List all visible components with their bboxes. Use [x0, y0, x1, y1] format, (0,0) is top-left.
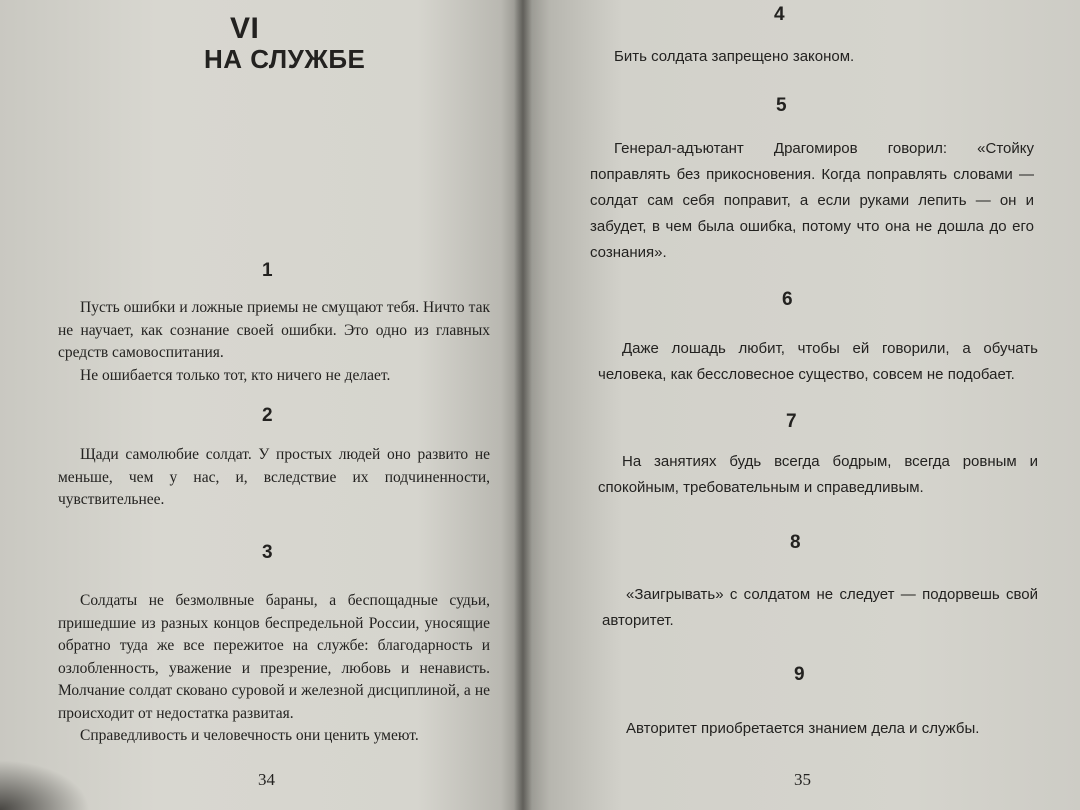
paragraph: «Заигрывать» с солдатом не следует — подорвешь свой авторитет.: [602, 586, 1038, 629]
paragraph: Генерал-адъютант Драгомиров говорил: «Стойку поправлять без прикосновения. Когда поправлять словами — солдат сам себя поправит, а если руками лепить — он и забудет, в чем была ошибка, потому что она не дошла до его сознания».: [590, 140, 1034, 261]
section-number: 8: [790, 532, 801, 553]
section-text: [590, 136, 1034, 266]
book-gutter: [514, 0, 532, 810]
section-number: 5: [776, 95, 787, 116]
section-number: 1: [262, 260, 273, 281]
section-text: [58, 297, 490, 387]
section-number: 4: [774, 4, 785, 25]
section-number: 3: [262, 542, 273, 563]
left-page: [0, 0, 522, 810]
section-text: [58, 590, 490, 748]
section-text: [590, 44, 1030, 70]
section-text: [602, 716, 1042, 742]
page-number: 34: [258, 770, 275, 789]
section-text: [598, 449, 1038, 501]
paragraph: Даже лошадь любит, чтобы ей говорили, а обучать человека, как бессловесное существо, совсем не подобает.: [598, 340, 1038, 383]
chapter-number: VI: [230, 12, 260, 45]
paragraph: Справедливость и человечность они ценить умеют.: [80, 727, 419, 744]
shadow: [0, 760, 90, 810]
section-text: [602, 582, 1038, 634]
section-number: 7: [786, 411, 797, 432]
paragraph: Пусть ошибки и ложные приемы не смущают тебя. Ничто так не научает, как сознание своей ошибки. Это одно из главных средств самовоспитания.: [58, 299, 490, 361]
paragraph: Не ошибается только тот, кто ничего не делает.: [80, 366, 391, 384]
section-number: 9: [794, 664, 805, 685]
section-text: [598, 336, 1038, 388]
paragraph: На занятиях будь всегда бодрым, всегда ровным и спокойным, требовательным и справедливым.: [598, 453, 1038, 496]
section-number: 6: [782, 289, 793, 310]
paragraph: Солдаты не безмолвные бараны, а беспощадные судьи, пришедшие из разных концов беспредельной России, уносящие обратно туда же все пережитое на службе: благодарность и озлобленность, уважение и презрение, любовь и ненависть. Молчание солдат сковано суровой и железной дисциплиной, а не происходит от недостатка развитая.: [58, 592, 490, 722]
paragraph: Бить солдата запрещено законом.: [614, 48, 855, 65]
paragraph: Авторитет приобретается знанием дела и службы.: [626, 720, 980, 737]
page-number: 35: [794, 770, 811, 789]
right-page: [522, 0, 1080, 810]
paragraph: Щади самолюбие солдат. У простых людей оно развито не меньше, чем у нас, и, вследствие их подчиненности, чувствительнее.: [58, 446, 490, 508]
section-number: 2: [262, 405, 273, 426]
section-text: [58, 444, 490, 512]
chapter-title: НА СЛУЖБЕ: [204, 44, 366, 74]
